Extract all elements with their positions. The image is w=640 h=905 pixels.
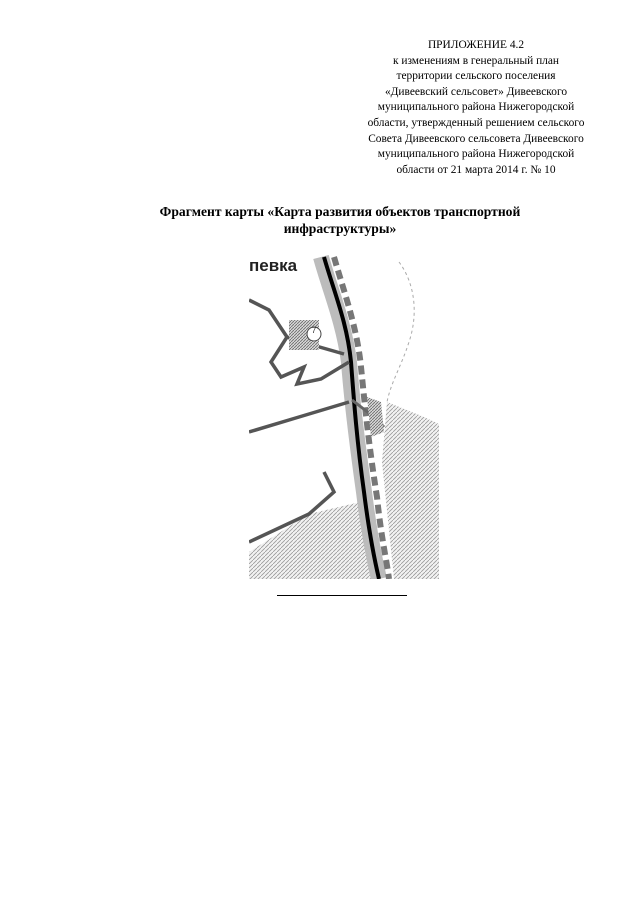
appendix-header bbox=[340, 38, 612, 178]
appendix-line: Совета Дивеевского сельсовета Дивеевского bbox=[368, 132, 584, 145]
map-fragment bbox=[249, 252, 439, 579]
map-settlement-label: певка bbox=[249, 256, 298, 275]
appendix-line: территории сельского поселения bbox=[396, 70, 556, 83]
appendix-line: области от 21 марта 2014 г. № 10 bbox=[396, 163, 556, 176]
hatched-block bbox=[367, 397, 384, 437]
district-road bbox=[249, 402, 349, 432]
object-marker-number: 7 bbox=[311, 326, 317, 335]
appendix-line: «Дивеевский сельсовет» Дивеевского bbox=[384, 85, 568, 98]
document-title bbox=[60, 203, 620, 237]
title-line-2: инфраструктуры» bbox=[283, 221, 397, 236]
appendix-line: муниципального района Нижегородской bbox=[377, 148, 575, 161]
appendix-line: муниципального района Нижегородской bbox=[377, 101, 575, 114]
appendix-line: области, утвержденный решением сельского bbox=[367, 116, 585, 129]
appendix-line: ПРИЛОЖЕНИЕ 4.2 bbox=[427, 39, 525, 51]
title-line-1: Фрагмент карты «Карта развития объектов транспортной bbox=[159, 204, 521, 219]
appendix-line: к изменениям в генеральный план bbox=[392, 54, 560, 67]
boundary-line bbox=[387, 262, 414, 402]
separator-line bbox=[277, 595, 407, 596]
